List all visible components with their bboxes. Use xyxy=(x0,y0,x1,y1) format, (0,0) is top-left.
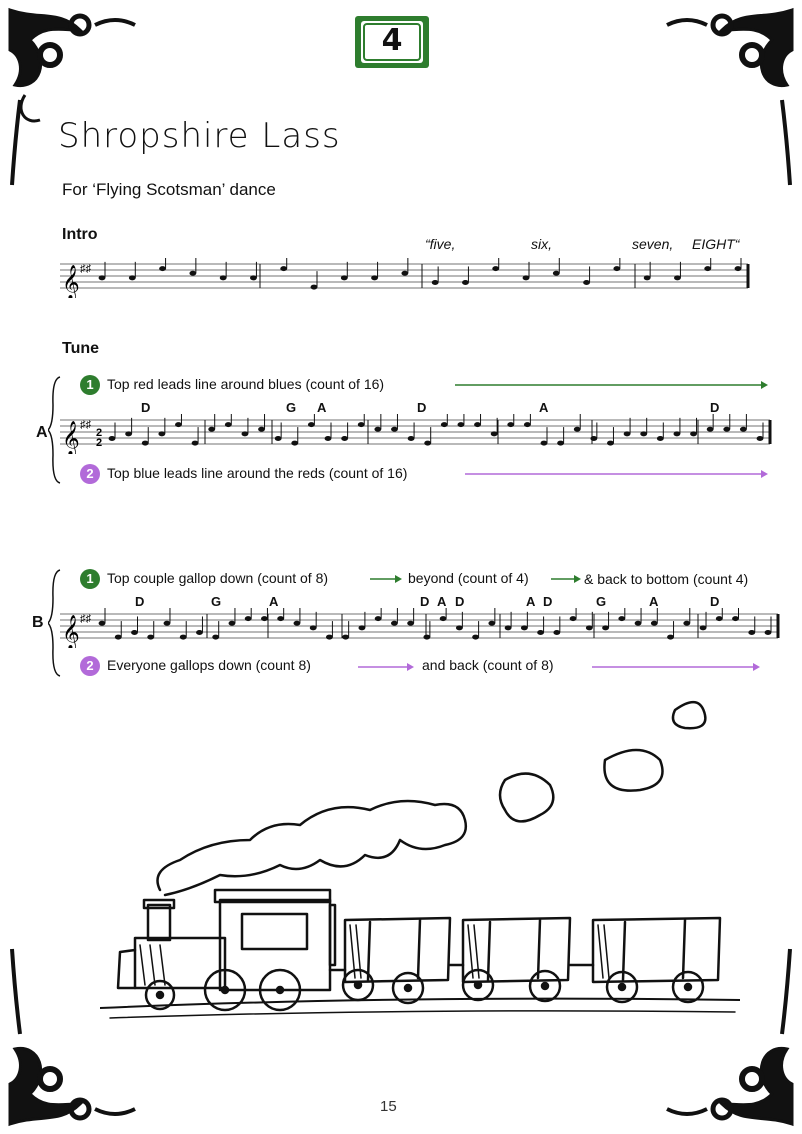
note-head xyxy=(674,275,681,280)
note-head xyxy=(602,625,609,630)
note-head xyxy=(175,422,182,427)
note-head xyxy=(311,285,318,290)
instruction-b1-text-1: Top couple gallop down (count of 8) xyxy=(107,570,329,586)
train-illustration xyxy=(100,690,740,1030)
arrow-b1-1 xyxy=(370,572,404,586)
note-head xyxy=(607,441,614,446)
instruction-a1-text: Top red leads line around blues (count of 16) xyxy=(107,376,385,392)
chord-b-5: A xyxy=(437,594,447,609)
note-head xyxy=(462,280,469,285)
note-head xyxy=(408,436,415,441)
instruction-a1-number: 1 xyxy=(80,375,100,395)
note-head xyxy=(765,630,772,635)
note-head xyxy=(700,625,707,630)
arrow-b2-1 xyxy=(358,660,418,674)
note-head xyxy=(732,616,739,621)
chord-b-11: D xyxy=(710,594,720,609)
note-head xyxy=(507,422,514,427)
note-head xyxy=(310,625,317,630)
treble-clef-icon: 𝄞 xyxy=(62,266,80,298)
chord-a-6: D xyxy=(710,400,720,415)
note-head xyxy=(432,280,439,285)
note-head xyxy=(159,266,166,271)
note-head xyxy=(590,436,597,441)
chord-b-4: D xyxy=(420,594,430,609)
note-head xyxy=(704,266,711,271)
note-head xyxy=(245,616,252,621)
note-head xyxy=(391,621,398,626)
note-head xyxy=(99,275,106,280)
note-head xyxy=(574,427,581,432)
note-head xyxy=(375,616,382,621)
chord-b-10: A xyxy=(649,594,659,609)
note-head xyxy=(553,630,560,635)
chord-a-5: A xyxy=(539,400,549,415)
treble-clef-icon: 𝄞 xyxy=(62,422,80,454)
note-head xyxy=(220,275,227,280)
note-head xyxy=(586,625,593,630)
note-head xyxy=(359,625,366,630)
intro-count-seven: seven, xyxy=(632,236,674,252)
arrow-b1-2 xyxy=(551,572,583,586)
note-head xyxy=(374,427,381,432)
note-head xyxy=(635,621,642,626)
note-head xyxy=(441,422,448,427)
instruction-b2-text-1: Everyone gallops down (count 8) xyxy=(107,657,311,673)
arrow-a1 xyxy=(455,378,770,392)
note-head xyxy=(458,422,465,427)
note-head xyxy=(326,635,333,640)
note-head xyxy=(208,427,215,432)
chord-b-8: D xyxy=(543,594,553,609)
note-head xyxy=(524,422,531,427)
instruction-b2-number: 2 xyxy=(80,656,100,676)
note-head xyxy=(624,431,631,436)
note-head xyxy=(674,431,681,436)
note-head xyxy=(212,635,219,640)
note-head xyxy=(294,621,301,626)
note-head xyxy=(342,635,349,640)
note-head xyxy=(142,441,149,446)
note-head xyxy=(358,422,365,427)
note-head xyxy=(277,616,284,621)
note-head xyxy=(523,275,530,280)
note-head xyxy=(423,635,430,640)
note-head xyxy=(707,427,714,432)
note-head xyxy=(125,431,132,436)
note-head xyxy=(440,616,447,621)
time-signature: 2 xyxy=(96,437,103,449)
note-head xyxy=(189,271,196,276)
arrow-b2-2 xyxy=(592,660,762,674)
intro-count-eight: EIGHT“ xyxy=(692,236,740,252)
note-head xyxy=(537,630,544,635)
arrow-a2 xyxy=(465,467,770,481)
note-head xyxy=(258,427,265,432)
page-title: Shropshire Lass xyxy=(58,116,341,156)
key-signature-icon: ♯♯ xyxy=(80,613,91,625)
note-head xyxy=(456,625,463,630)
note-head xyxy=(716,616,723,621)
page-subtitle: For ‘Flying Scotsman’ dance xyxy=(62,180,276,199)
note-head xyxy=(557,441,564,446)
note-head xyxy=(570,616,577,621)
note-head xyxy=(242,431,249,436)
section-a-staff xyxy=(60,414,772,454)
note-head xyxy=(683,621,690,626)
key-signature-icon: ♯♯ xyxy=(80,419,91,431)
note-head xyxy=(164,621,171,626)
section-b-label: B xyxy=(32,614,44,631)
instruction-b1-text-2: beyond (count of 4) xyxy=(408,570,529,586)
tune-heading: Tune xyxy=(62,340,100,357)
page-number: 15 xyxy=(380,1098,397,1115)
note-head xyxy=(491,431,498,436)
note-head xyxy=(196,630,203,635)
note-head xyxy=(735,266,742,271)
note-head xyxy=(407,621,414,626)
chord-a-1: D xyxy=(141,400,151,415)
note-head xyxy=(275,436,282,441)
note-head xyxy=(553,271,560,276)
note-head xyxy=(505,625,512,630)
note-head xyxy=(723,427,730,432)
instruction-b1-text-3: & back to bottom (count 4) xyxy=(584,571,749,587)
corner-ornament-top-right xyxy=(652,0,802,190)
note-head xyxy=(474,422,481,427)
note-head xyxy=(147,635,154,640)
intro-heading: Intro xyxy=(62,226,98,243)
note-head xyxy=(690,431,697,436)
note-head xyxy=(158,431,165,436)
instruction-a2-number: 2 xyxy=(80,464,100,484)
chord-b-2: G xyxy=(211,594,222,609)
instruction-b2-text-2: and back (count of 8) xyxy=(422,657,554,673)
note-head xyxy=(371,275,378,280)
intro-count-five: “five, xyxy=(425,236,456,252)
note-head xyxy=(280,266,287,271)
corner-ornament-top-left xyxy=(0,0,150,190)
note-head xyxy=(192,441,199,446)
note-head xyxy=(391,427,398,432)
note-head xyxy=(261,616,268,621)
note-head xyxy=(129,275,136,280)
note-head xyxy=(667,635,674,640)
note-head xyxy=(541,441,548,446)
chord-b-7: A xyxy=(526,594,536,609)
chord-b-3: A xyxy=(269,594,279,609)
note-head xyxy=(99,621,106,626)
note-head xyxy=(229,621,236,626)
note-head xyxy=(308,422,315,427)
note-head xyxy=(341,436,348,441)
note-head xyxy=(325,436,332,441)
note-head xyxy=(488,621,495,626)
chord-a-4: D xyxy=(417,400,427,415)
note-head xyxy=(748,630,755,635)
note-head xyxy=(131,630,138,635)
note-head xyxy=(492,266,499,271)
note-head xyxy=(341,275,348,280)
note-head xyxy=(472,635,479,640)
note-head xyxy=(618,616,625,621)
chord-b-6: D xyxy=(455,594,465,609)
note-head xyxy=(250,275,257,280)
time-signature: 2 xyxy=(96,427,103,439)
chord-a-3: A xyxy=(317,400,327,415)
note-head xyxy=(640,431,647,436)
note-head xyxy=(644,275,651,280)
note-head xyxy=(613,266,620,271)
note-head xyxy=(424,441,431,446)
note-head xyxy=(109,436,116,441)
section-b-staff xyxy=(60,608,780,648)
key-signature-icon: ♯♯ xyxy=(80,263,91,275)
chord-b-1: D xyxy=(135,594,145,609)
note-head xyxy=(225,422,232,427)
note-head xyxy=(401,271,408,276)
intro-count-six: six, xyxy=(531,236,552,252)
note-head xyxy=(740,427,747,432)
instruction-b1-number: 1 xyxy=(80,569,100,589)
instruction-a2-text: Top blue leads line around the reds (count of 16) xyxy=(107,465,408,481)
chord-b-9: G xyxy=(596,594,607,609)
note-head xyxy=(521,625,528,630)
note-head xyxy=(657,436,664,441)
note-head xyxy=(115,635,122,640)
note-head xyxy=(651,621,658,626)
section-a-label: A xyxy=(36,424,48,441)
note-head xyxy=(291,441,298,446)
chord-a-2: G xyxy=(286,400,297,415)
note-head xyxy=(757,436,764,441)
tune-number: 4 xyxy=(381,23,403,58)
intro-staff xyxy=(60,258,750,298)
treble-clef-icon: 𝄞 xyxy=(62,616,80,648)
tune-number-badge xyxy=(353,14,431,70)
note-head xyxy=(583,280,590,285)
note-head xyxy=(180,635,187,640)
